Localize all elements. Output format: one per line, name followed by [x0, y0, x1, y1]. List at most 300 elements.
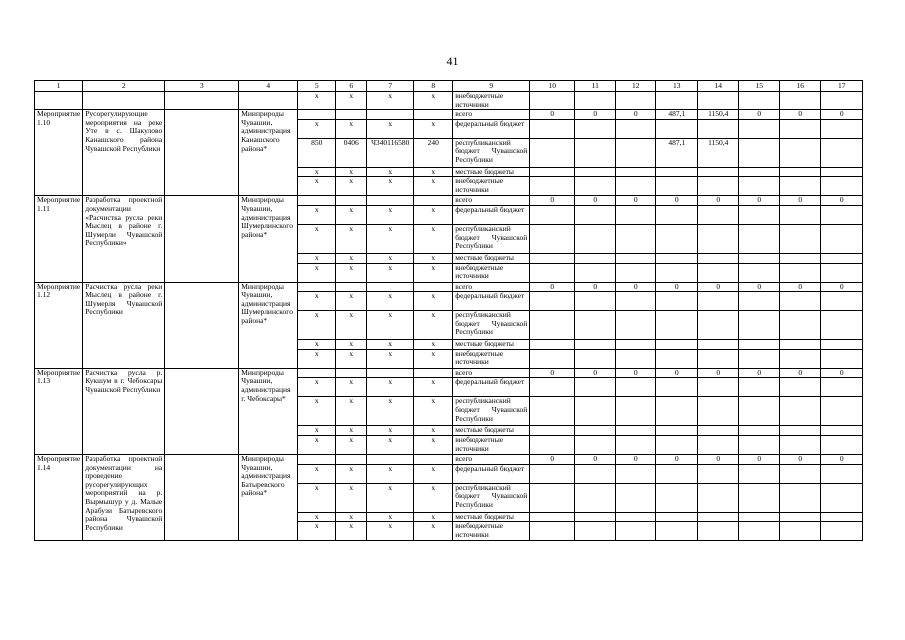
code-cell: x [414, 205, 453, 224]
value-cell [739, 512, 780, 522]
code-cell: x [367, 512, 414, 522]
value-cell [739, 378, 780, 397]
value-cell [821, 397, 863, 426]
value-cell [739, 138, 780, 167]
value-cell [530, 378, 575, 397]
source-cell: всего [453, 196, 530, 206]
value-cell [575, 224, 616, 253]
source-cell: внебюджетные источники [453, 349, 530, 368]
value-cell [698, 167, 739, 177]
value-cell: 0 [821, 368, 863, 378]
source-cell: республиканский бюджет Чувашской Республики [453, 138, 530, 167]
value-cell [821, 340, 863, 350]
value-cell [656, 253, 698, 263]
value-cell: 0 [698, 454, 739, 464]
value-cell: 487,1 [656, 138, 698, 167]
code-cell: x [414, 435, 453, 454]
code-cell: 850 [298, 138, 336, 167]
code-cell [414, 110, 453, 120]
code-cell: x [414, 512, 453, 522]
code-cell: x [414, 263, 453, 282]
value-cell: 0 [780, 282, 821, 292]
code-cell: x [414, 177, 453, 196]
value-cell [616, 263, 656, 282]
value-cell [575, 253, 616, 263]
column-number: 15 [739, 81, 780, 92]
column-number: 14 [698, 81, 739, 92]
code-cell: x [298, 167, 336, 177]
code-cell [298, 110, 336, 120]
value-cell [739, 340, 780, 350]
value-cell [530, 205, 575, 224]
measure-executor: Минприроды Чувашии, администрация Шумерлинского района* [239, 196, 298, 282]
code-cell: x [298, 263, 336, 282]
source-cell: федеральный бюджет [453, 464, 530, 483]
code-cell: x [298, 92, 336, 110]
value-cell [821, 177, 863, 196]
cell [739, 92, 780, 110]
value-cell [780, 177, 821, 196]
value-cell [616, 292, 656, 311]
column-number: 2 [83, 81, 165, 92]
measure-executor: Минприроды Чувашии, администрация Шумерлинского района* [239, 282, 298, 368]
column-number: 8 [414, 81, 453, 92]
value-cell [698, 224, 739, 253]
value-cell: 0 [739, 196, 780, 206]
code-cell: x [336, 483, 367, 512]
value-cell [530, 435, 575, 454]
code-cell: x [336, 253, 367, 263]
source-cell: всего [453, 282, 530, 292]
value-cell [821, 378, 863, 397]
code-cell: x [367, 311, 414, 340]
code-cell [298, 196, 336, 206]
cell [165, 92, 239, 110]
value-cell [780, 512, 821, 522]
value-cell [616, 349, 656, 368]
value-cell [780, 119, 821, 138]
cell [575, 92, 616, 110]
code-cell [414, 282, 453, 292]
value-cell [780, 522, 821, 541]
value-cell [656, 522, 698, 541]
value-cell [575, 464, 616, 483]
value-cell [575, 397, 616, 426]
source-cell: федеральный бюджет [453, 205, 530, 224]
value-cell [616, 464, 656, 483]
code-cell: x [414, 397, 453, 426]
value-cell [821, 512, 863, 522]
value-cell: 0 [739, 282, 780, 292]
value-cell [656, 483, 698, 512]
value-cell [739, 119, 780, 138]
value-cell [575, 177, 616, 196]
source-cell: местные бюджеты [453, 340, 530, 350]
source-cell: федеральный бюджет [453, 119, 530, 138]
code-cell: x [298, 177, 336, 196]
value-cell [530, 522, 575, 541]
cell [35, 92, 83, 110]
code-cell: x [367, 224, 414, 253]
value-cell [780, 263, 821, 282]
code-cell: x [414, 92, 453, 110]
value-cell [656, 397, 698, 426]
value-cell [698, 311, 739, 340]
code-cell: x [336, 522, 367, 541]
source-cell: республиканский бюджет Чувашской Республики [453, 224, 530, 253]
code-cell: x [336, 464, 367, 483]
code-cell: x [298, 253, 336, 263]
source-cell: местные бюджеты [453, 167, 530, 177]
value-cell [739, 397, 780, 426]
code-cell: x [336, 311, 367, 340]
value-cell [821, 224, 863, 253]
value-cell: 0 [575, 282, 616, 292]
value-cell: 0 [780, 454, 821, 464]
code-cell: x [336, 224, 367, 253]
value-cell: 0 [780, 196, 821, 206]
code-cell [367, 454, 414, 464]
cell [698, 92, 739, 110]
value-cell [780, 435, 821, 454]
value-cell [656, 119, 698, 138]
value-cell [698, 378, 739, 397]
code-cell [336, 454, 367, 464]
value-cell [780, 205, 821, 224]
code-cell: x [298, 349, 336, 368]
cell [165, 110, 239, 196]
code-cell: x [298, 397, 336, 426]
measure-name: Мероприятие 1.12 [35, 282, 83, 368]
value-cell [698, 435, 739, 454]
value-cell: 0 [616, 454, 656, 464]
value-cell [780, 349, 821, 368]
code-cell: x [298, 483, 336, 512]
value-cell [739, 167, 780, 177]
code-cell: x [367, 349, 414, 368]
value-cell [575, 292, 616, 311]
value-cell [821, 349, 863, 368]
source-cell: республиканский бюджет Чувашской Республики [453, 397, 530, 426]
code-cell: 240 [414, 138, 453, 167]
value-cell [575, 522, 616, 541]
value-cell [530, 119, 575, 138]
value-cell: 0 [780, 110, 821, 120]
value-cell [656, 349, 698, 368]
value-cell [575, 311, 616, 340]
value-cell [530, 167, 575, 177]
value-cell [821, 263, 863, 282]
value-cell: 487,1 [656, 110, 698, 120]
column-number: 10 [530, 81, 575, 92]
code-cell: x [298, 522, 336, 541]
value-cell [821, 167, 863, 177]
value-cell [821, 311, 863, 340]
column-number: 13 [656, 81, 698, 92]
code-cell: x [367, 119, 414, 138]
code-cell [414, 454, 453, 464]
column-number: 5 [298, 81, 336, 92]
source-cell: федеральный бюджет [453, 292, 530, 311]
code-cell [414, 196, 453, 206]
value-cell [698, 397, 739, 426]
code-cell: x [336, 92, 367, 110]
cell [656, 92, 698, 110]
code-cell: x [336, 292, 367, 311]
code-cell: x [298, 205, 336, 224]
value-cell [530, 224, 575, 253]
value-cell: 0 [698, 282, 739, 292]
value-cell [821, 464, 863, 483]
code-cell: x [336, 205, 367, 224]
value-cell [575, 205, 616, 224]
measure-row [35, 368, 863, 378]
value-cell [656, 378, 698, 397]
value-cell [575, 263, 616, 282]
measure-name: Мероприятие 1.11 [35, 196, 83, 282]
value-cell [656, 512, 698, 522]
value-cell [530, 253, 575, 263]
cell [530, 92, 575, 110]
measure-row [35, 454, 863, 464]
value-cell [616, 253, 656, 263]
code-cell: x [414, 483, 453, 512]
value-cell [616, 311, 656, 340]
value-cell [575, 435, 616, 454]
value-cell [821, 435, 863, 454]
value-cell [739, 205, 780, 224]
code-cell: x [298, 119, 336, 138]
value-cell: 0 [616, 196, 656, 206]
column-number: 11 [575, 81, 616, 92]
code-cell: x [414, 253, 453, 263]
measure-title: Русорегулирующие мероприятия на реке Уте в с. Шакулово Канашского района Чувашской Республики [83, 110, 165, 196]
value-cell: 0 [575, 368, 616, 378]
value-cell [821, 522, 863, 541]
value-cell [698, 253, 739, 263]
value-cell [739, 224, 780, 253]
code-cell: x [414, 224, 453, 253]
value-cell: 0 [575, 110, 616, 120]
value-cell [780, 397, 821, 426]
value-cell [739, 522, 780, 541]
column-numbers-row [35, 81, 863, 92]
code-cell: x [336, 426, 367, 436]
code-cell [367, 282, 414, 292]
value-cell [575, 119, 616, 138]
value-cell: 0 [698, 196, 739, 206]
value-cell [530, 483, 575, 512]
value-cell [616, 483, 656, 512]
value-cell [780, 464, 821, 483]
code-cell: x [336, 340, 367, 350]
code-cell [336, 110, 367, 120]
code-cell: x [298, 340, 336, 350]
value-cell: 1150,4 [698, 110, 739, 120]
code-cell: x [414, 426, 453, 436]
value-cell [821, 253, 863, 263]
source-cell: всего [453, 368, 530, 378]
value-cell [698, 119, 739, 138]
measure-name: Мероприятие 1.10 [35, 110, 83, 196]
budget-table [34, 80, 863, 541]
value-cell [698, 349, 739, 368]
value-cell [698, 205, 739, 224]
value-cell [698, 177, 739, 196]
code-cell: x [414, 119, 453, 138]
continuation-row [35, 92, 863, 110]
value-cell: 0 [739, 368, 780, 378]
measure-row [35, 282, 863, 292]
value-cell [698, 426, 739, 436]
measure-name: Мероприятие 1.13 [35, 368, 83, 454]
value-cell: 0 [616, 282, 656, 292]
code-cell: x [298, 378, 336, 397]
value-cell [575, 378, 616, 397]
value-cell: 0 [656, 368, 698, 378]
value-cell [780, 483, 821, 512]
cell [239, 92, 298, 110]
code-cell: x [414, 522, 453, 541]
value-cell [739, 435, 780, 454]
source-cell: внебюджетные источники [453, 435, 530, 454]
source-cell: внебюджетные источники [453, 177, 530, 196]
value-cell: 0 [616, 368, 656, 378]
code-cell: x [298, 435, 336, 454]
value-cell [656, 263, 698, 282]
value-cell [575, 349, 616, 368]
code-cell: x [336, 397, 367, 426]
value-cell: 0 [821, 282, 863, 292]
value-cell [530, 311, 575, 340]
value-cell [698, 522, 739, 541]
code-cell: x [414, 464, 453, 483]
source-cell: внебюджетные источники [453, 92, 530, 110]
code-cell: x [298, 224, 336, 253]
value-cell [656, 167, 698, 177]
value-cell: 0 [739, 454, 780, 464]
value-cell [656, 340, 698, 350]
column-number: 7 [367, 81, 414, 92]
source-cell: внебюджетные источники [453, 263, 530, 282]
code-cell: x [298, 426, 336, 436]
value-cell [698, 464, 739, 483]
measure-row [35, 110, 863, 120]
source-cell: местные бюджеты [453, 512, 530, 522]
page-number: 41 [446, 54, 459, 68]
code-cell: x [367, 435, 414, 454]
value-cell: 0 [616, 110, 656, 120]
value-cell: 0 [821, 454, 863, 464]
code-cell: x [298, 311, 336, 340]
code-cell: x [298, 512, 336, 522]
value-cell [739, 349, 780, 368]
value-cell [616, 426, 656, 436]
code-cell [298, 454, 336, 464]
code-cell: x [367, 340, 414, 350]
source-cell: республиканский бюджет Чувашской Республики [453, 311, 530, 340]
source-cell: местные бюджеты [453, 426, 530, 436]
code-cell: x [414, 292, 453, 311]
value-cell [656, 177, 698, 196]
code-cell: x [414, 311, 453, 340]
value-cell [656, 435, 698, 454]
value-cell: 0 [780, 368, 821, 378]
measure-title: Разработка проектной документации «Расчистка русла реки Мыслец в районе г. Шумерли Чувашской Республики» [83, 196, 165, 282]
measure-title: Расчистка русла реки Мыслец в районе г. Шумерля Чувашской Республики [83, 282, 165, 368]
code-cell: x [414, 378, 453, 397]
value-cell: 0 [739, 110, 780, 120]
value-cell [780, 253, 821, 263]
value-cell [698, 483, 739, 512]
value-cell [616, 205, 656, 224]
code-cell: x [298, 292, 336, 311]
value-cell [530, 292, 575, 311]
code-cell: x [414, 340, 453, 350]
value-cell [616, 119, 656, 138]
value-cell [780, 340, 821, 350]
cell [165, 196, 239, 282]
column-number: 3 [165, 81, 239, 92]
source-cell: всего [453, 110, 530, 120]
code-cell [414, 368, 453, 378]
value-cell: 0 [530, 368, 575, 378]
code-cell: x [367, 483, 414, 512]
value-cell [616, 522, 656, 541]
measure-executor: Минприроды Чувашии, администрация Батыревского района* [239, 454, 298, 540]
value-cell [739, 292, 780, 311]
value-cell [656, 426, 698, 436]
measure-executor: Минприроды Чувашии, администрация г. Чебоксары* [239, 368, 298, 454]
value-cell: 0 [656, 454, 698, 464]
cell [780, 92, 821, 110]
value-cell [530, 512, 575, 522]
value-cell [530, 340, 575, 350]
value-cell [739, 464, 780, 483]
source-cell: местные бюджеты [453, 253, 530, 263]
column-number: 17 [821, 81, 863, 92]
column-number: 12 [616, 81, 656, 92]
value-cell [530, 138, 575, 167]
value-cell [780, 311, 821, 340]
code-cell: x [367, 522, 414, 541]
measure-executor: Минприроды Чувашии, администрация Канашского района* [239, 110, 298, 196]
source-cell: федеральный бюджет [453, 378, 530, 397]
code-cell: x [367, 397, 414, 426]
value-cell [530, 426, 575, 436]
cell [165, 282, 239, 368]
code-cell: x [336, 177, 367, 196]
value-cell: 0 [530, 282, 575, 292]
value-cell [616, 167, 656, 177]
value-cell [739, 311, 780, 340]
cell [821, 92, 863, 110]
value-cell [616, 340, 656, 350]
code-cell: x [336, 512, 367, 522]
value-cell [656, 292, 698, 311]
code-cell [336, 196, 367, 206]
value-cell [616, 397, 656, 426]
value-cell [656, 464, 698, 483]
value-cell [575, 340, 616, 350]
value-cell [530, 464, 575, 483]
code-cell: x [336, 167, 367, 177]
column-number: 1 [35, 81, 83, 92]
value-cell: 0 [656, 282, 698, 292]
column-number: 9 [453, 81, 530, 92]
value-cell [821, 426, 863, 436]
value-cell [698, 340, 739, 350]
